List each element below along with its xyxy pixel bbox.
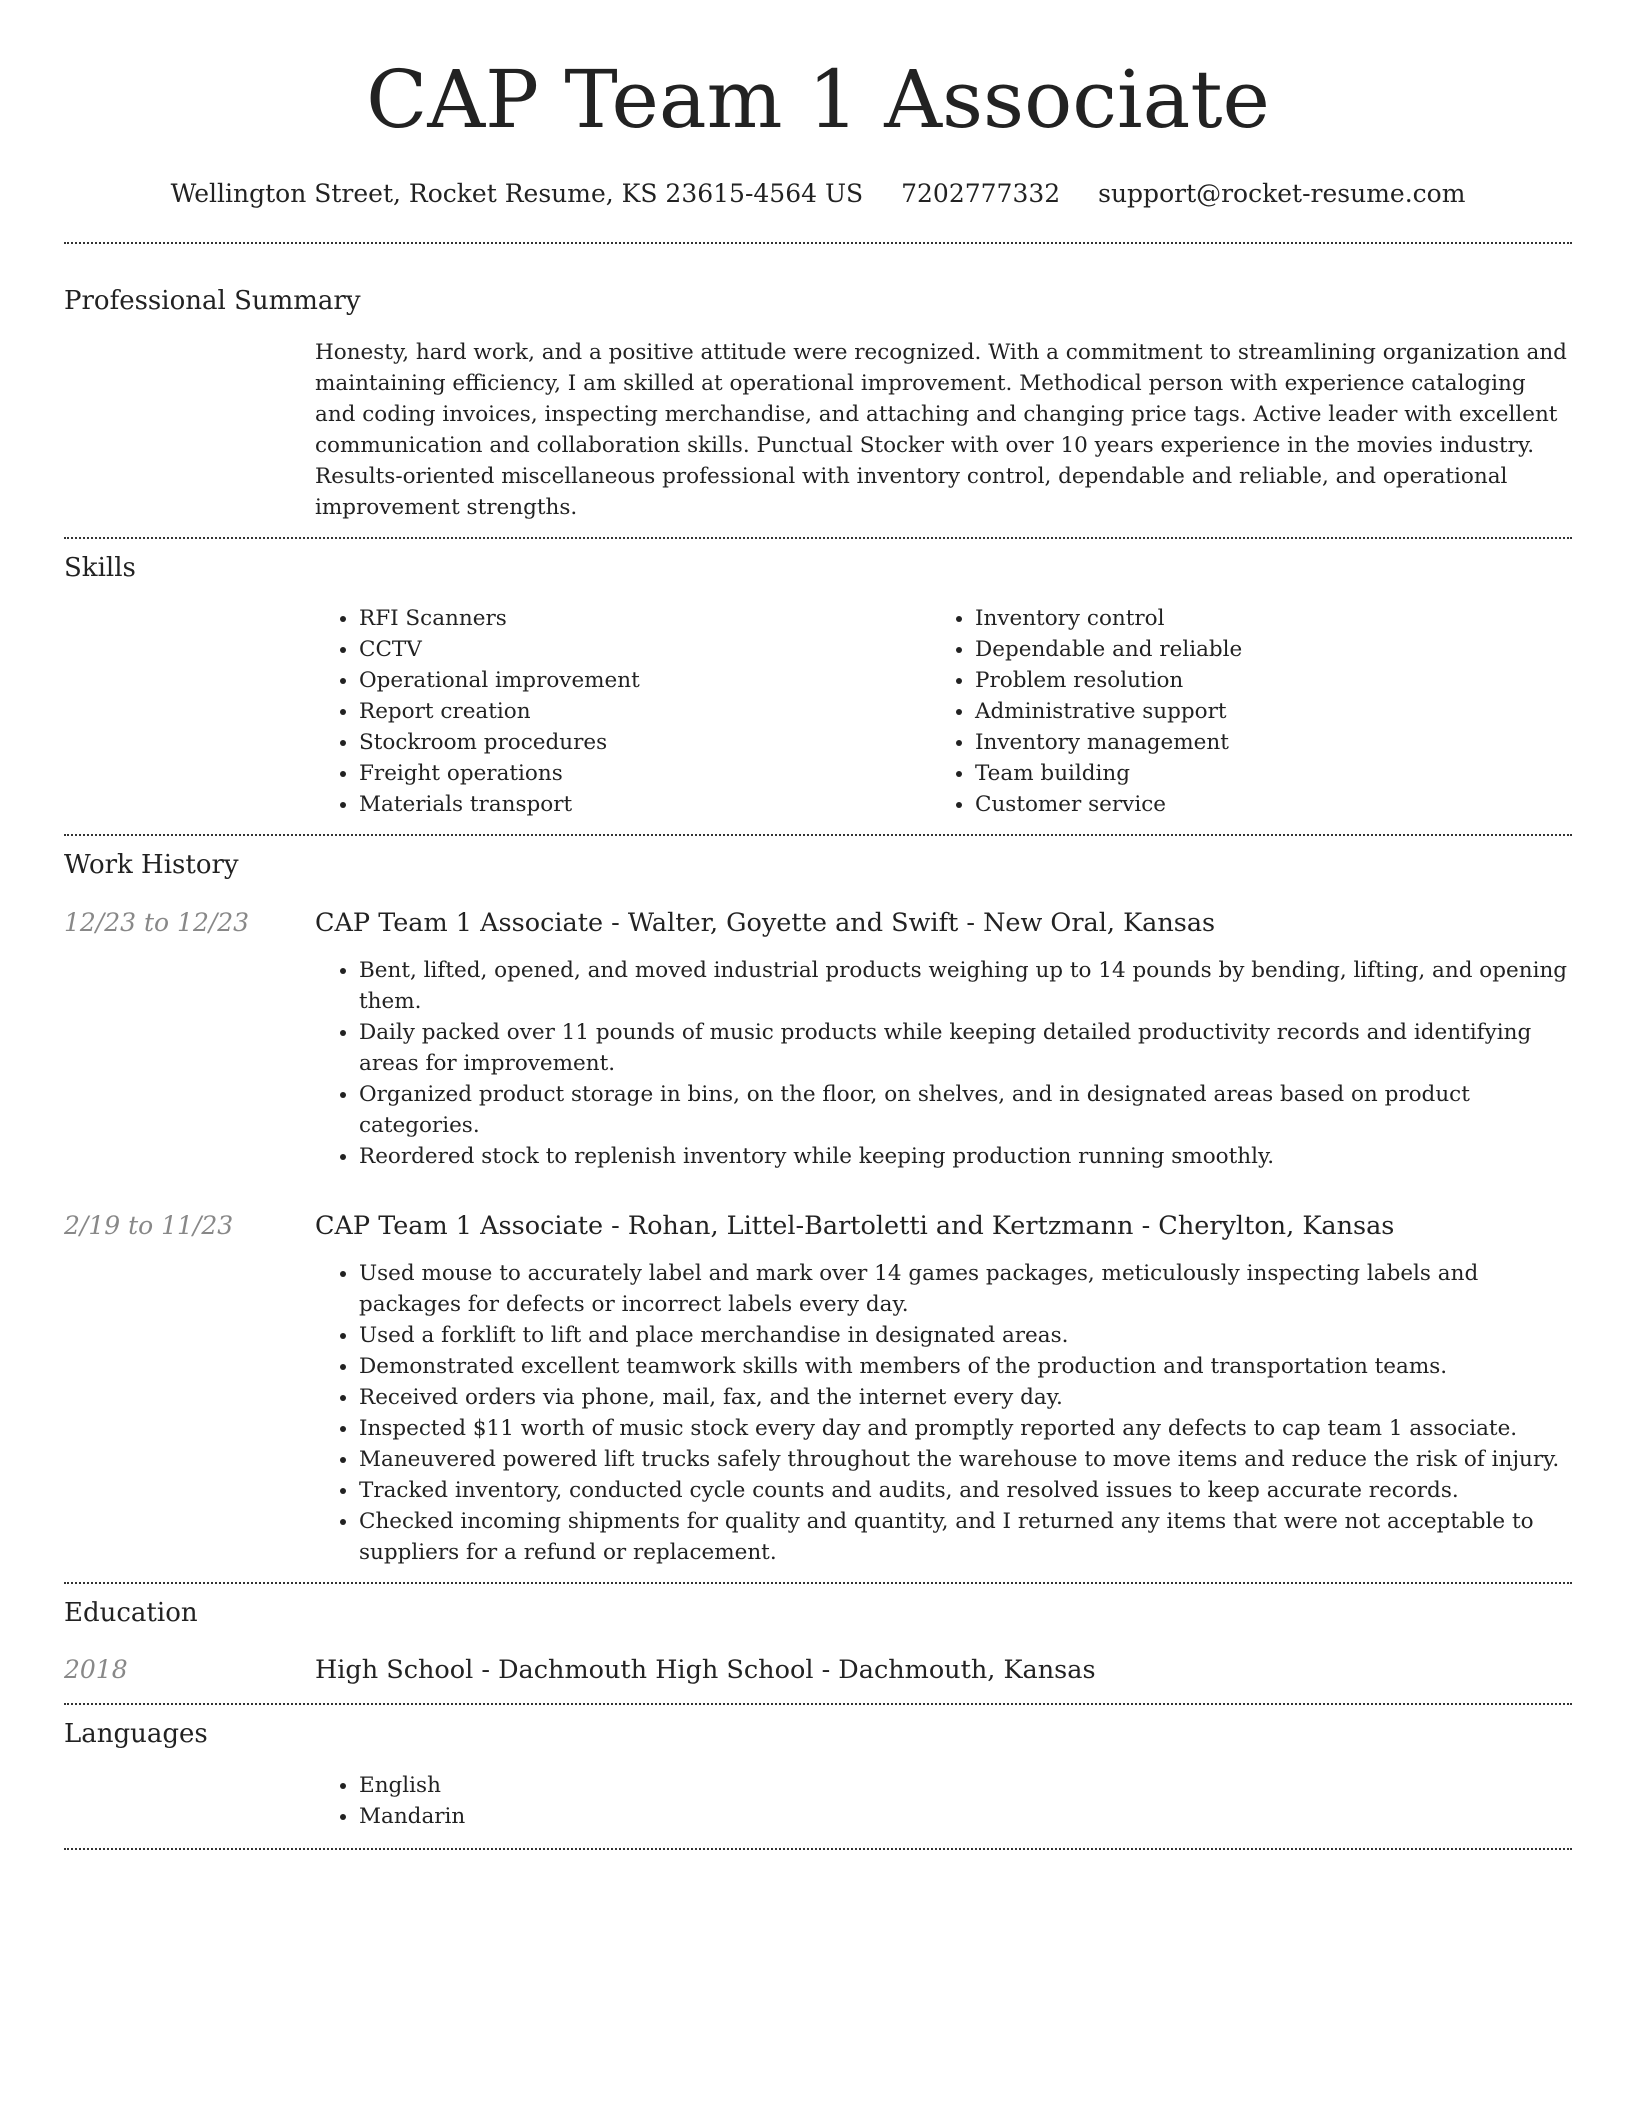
job-bullet: • Tracked inventory, conducted cycle counts and audits, and resolved issues to keep accurate records. [359,1475,1572,1506]
job-header [64,906,1572,940]
job-bullet: • Used mouse to accurately label and mark over 14 games packages, meticulously inspecting labels and packages for defects or incorrect labels every day. [359,1258,1572,1320]
job-bullet: • Reordered stock to replenish inventory while keeping production running smoothly. [359,1141,1572,1172]
job-bullet: • Daily packed over 11 pounds of music products while keeping detailed productivity records and identifying areas for improvement. [359,1017,1572,1079]
education-detail: High School - Dachmouth High School - Dachmouth, Kansas [315,1655,1096,1685]
skill-item: • Customer service [975,789,1547,820]
work-history-section [64,836,1572,1568]
skills-title: Skills [64,553,136,583]
language-item: • English [359,1770,1572,1801]
candidate-name: CAP Team 1 Associate [366,53,1270,146]
skill-item: • RFI Scanners [359,603,931,634]
summary-section [64,244,1572,523]
job-bullets [315,955,1572,1172]
skill-item: • Inventory management [975,727,1547,758]
education-year: 2018 [64,1655,128,1684]
job-title: CAP Team 1 Associate - Walter, Goyette and Swift - New Oral, Kansas [315,908,1216,938]
contact-email: support@rocket-resume.com [1098,179,1466,208]
job-bullet: • Bent, lifted, opened, and moved industrial products weighing up to 14 pounds by bending, lifting, and opening them. [359,955,1572,1017]
job-dates: 2/19 to 11/23 [64,1211,234,1240]
skill-item: • Report creation [359,696,931,727]
job-entry [64,1209,1572,1568]
skill-item: • CCTV [359,634,931,665]
languages-list [315,1770,1572,1832]
skills-column-left [315,603,931,820]
summary-body [315,337,1572,523]
skills-list-right [931,603,1547,820]
summary-text: Honesty, hard work, and a positive attitude were recognized. With a commitment to streamlining organization and maintaining efficiency, I am skilled at operational improvement. Methodical person with experience cataloging and coding invoices, inspecting merchandise, and attaching and changing price tags. Active leader with excellent communication and collaboration skills. Punctual Stocker with over 10 years experience in the movies industry. Results-oriented miscellaneous professional with inventory control, dependable and reliable, and operational improvement strengths. [315,340,1567,520]
skill-item: • Materials transport [359,789,931,820]
skills-list-left [315,603,931,820]
skill-item: • Operational improvement [359,665,931,696]
contact-line [64,178,1572,210]
job-bullet: • Used a forklift to lift and place merchandise in designated areas. [359,1320,1572,1351]
job-dates: 12/23 to 12/23 [64,908,250,937]
skill-item: • Team building [975,758,1547,789]
job-bullet-list [315,955,1572,1172]
skill-item: • Administrative support [975,696,1547,727]
job-bullets [315,1258,1572,1568]
skill-item: • Freight operations [359,758,931,789]
languages-body [315,1770,1572,1832]
skills-columns [315,603,1572,820]
contact-address: Wellington Street, Rocket Resume, KS 23615-4564 US [170,179,864,208]
job-bullet: • Demonstrated excellent teamwork skills with members of the production and transportation teams. [359,1351,1572,1382]
languages-divider [64,1848,1572,1850]
job-bullet: • Organized product storage in bins, on the floor, on shelves, and in designated areas based on product categories. [359,1079,1572,1141]
job-bullet: • Checked incoming shipments for quality and quantity, and I returned any items that were not acceptable to suppliers for a refund or replacement. [359,1506,1572,1568]
resume-header [64,0,1572,210]
language-item: • Mandarin [359,1801,1572,1832]
summary-title: Professional Summary [64,286,361,316]
languages-section [64,1705,1572,1832]
job-bullet: • Maneuvered powered lift trucks safely throughout the warehouse to move items and reduce the risk of injury. [359,1444,1572,1475]
education-title: Education [64,1598,198,1628]
resume-page [64,0,1572,1850]
job-header [64,1209,1572,1243]
skill-item: • Problem resolution [975,665,1547,696]
skill-item: • Stockroom procedures [359,727,931,758]
languages-title: Languages [64,1719,208,1749]
education-entry [64,1653,1572,1687]
education-section [64,1584,1572,1687]
skills-section [64,539,1572,820]
job-title: CAP Team 1 Associate - Rohan, Littel-Bartoletti and Kertzmann - Cherylton, Kansas [315,1211,1395,1241]
contact-phone: 7202777332 [901,179,1061,208]
job-bullet: • Received orders via phone, mail, fax, and the internet every day. [359,1382,1572,1413]
job-bullet-list [315,1258,1572,1568]
skill-item: • Dependable and reliable [975,634,1547,665]
work-history-title: Work History [64,850,239,880]
skill-item: • Inventory control [975,603,1547,634]
job-bullet: • Inspected $11 worth of music stock every day and promptly reported any defects to cap team 1 associate. [359,1413,1572,1444]
job-entry [64,906,1572,1172]
skills-column-right [931,603,1547,820]
